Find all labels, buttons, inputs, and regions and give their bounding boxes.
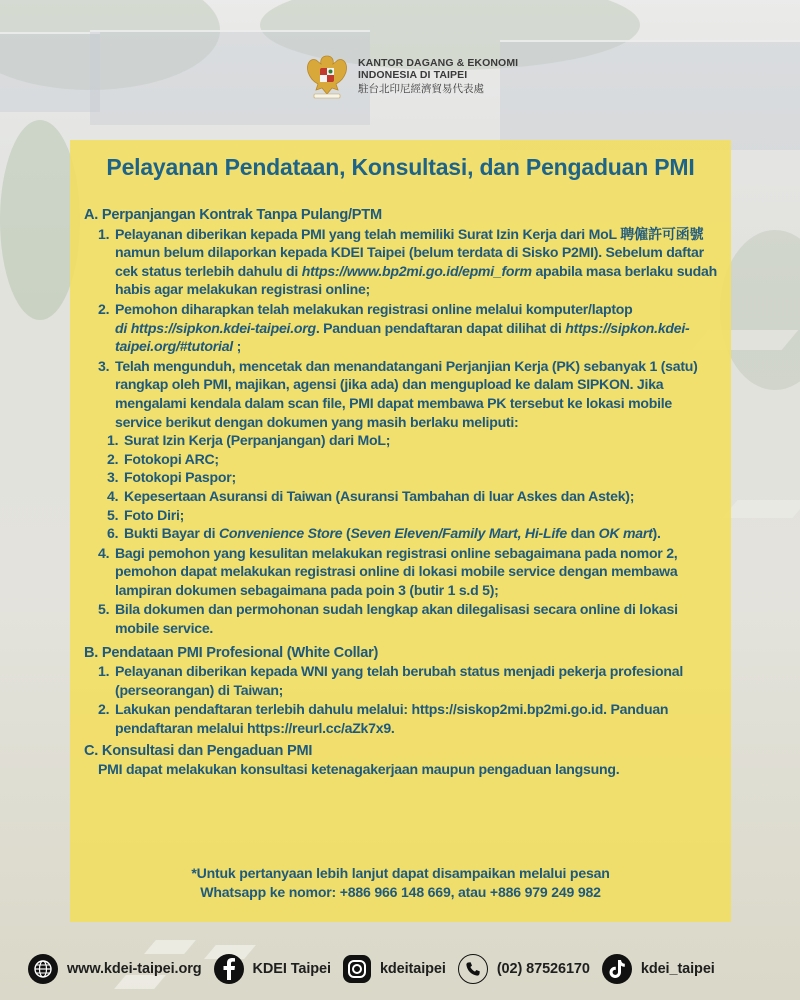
epmi-form-link[interactable]: https://www.bp2mi.go.id/epmi_form [301, 262, 532, 279]
tiktok-icon [602, 954, 632, 984]
phone-contact[interactable] [458, 954, 590, 984]
section-a [84, 206, 721, 638]
info-panel [70, 140, 731, 922]
list-item: 4. Bagi pemohon yang kesulitan melakukan registrasi online sebagaimana pada nomor 2, pemohon dapat melakukan registrasi online di lokasi mobile service dengan membawa lampiran dokumen sebagaimana pada poin 3 (butir 1 s.d 5); [98, 544, 678, 598]
instagram-label: kdeitaipei [379, 961, 446, 977]
list-item: 2. Lakukan pendaftaran terlebih dahulu melalui: https://siskop2mi.bp2mi.go.id. Panduan pendaftaran melalui https://reurl.cc/aZk7x9. [98, 701, 669, 737]
sub-list-item: 3. Fotokopi Paspor; [107, 469, 236, 486]
website-label: www.kdei-taipei.org [67, 961, 202, 977]
section-b [84, 644, 721, 738]
tiktok-contact[interactable] [602, 954, 715, 984]
garuda-emblem-icon [304, 50, 350, 102]
org-name-chinese: 駐台北印尼經濟貿易代表處 [358, 82, 484, 95]
sipkon-link[interactable]: di https://sipkon.kdei-taipei.org [115, 319, 316, 336]
header-logo [304, 48, 518, 104]
whatsapp-note: *Untuk pertanyaan lebih lanjut dapat disampaikan melalui pesan Whatsapp ke nomor: +886 966 148 669, atau +886 979 249 982 [191, 865, 610, 900]
instagram-icon [343, 955, 371, 983]
section-a-heading: A. Perpanjangan Kontrak Tanpa Pulang/PTM [84, 207, 382, 223]
list-item: 1. Pelayanan diberikan kepada PMI yang telah memiliki Surat Izin Kerja dari MoL 聘僱許可函號 namun belum dilaporkan kepada KDEI Taipei (belum terdata di Sisko P2MI). Sebelum daftar cek status terlebih dahulu di https://www.bp2mi.go.id/epmi_form apabila masa berlaku sudah habis agar melakukan registrasi online; [98, 225, 717, 298]
facebook-contact[interactable] [214, 954, 331, 984]
tiktok-label: kdei_taipei [640, 961, 715, 977]
section-c-heading: C. Konsultasi dan Pengaduan PMI [84, 742, 313, 759]
section-b-heading: B. Pendataan PMI Profesional (White Collar) [84, 644, 379, 661]
globe-icon [28, 954, 58, 984]
contact-footer [28, 953, 800, 985]
document-list [107, 431, 721, 543]
phone-label: (02) 87526170 [496, 961, 590, 977]
website-contact[interactable] [28, 954, 202, 984]
list-item: 2. Pemohon diharapkan telah melakukan registrasi online melalui komputer/laptop di https://sipkon.kdei-taipei.org. Panduan pendaftaran dapat dilihat di https://sipkon.kdei-taipei.org/#tutorial ; [98, 300, 690, 355]
section-c [84, 742, 721, 779]
sub-list-item: 5. Foto Diri; [107, 506, 185, 523]
facebook-icon [214, 954, 244, 984]
sub-list-item: 6. Bukti Bayar di Convenience Store (Seven Eleven/Family Mart, Hi-Life dan OK mart). [107, 525, 661, 542]
list-item: 3. Telah mengunduh, mencetak dan menandatangani Perjanjian Kerja (PK) sebanyak 1 (satu) rangkap oleh PMI, majikan, agensi (jika ada) dan mengupload ke dalam SIPKON. Jika mengalami kendala dalam scan file, PMI dapat membawa PK tersebut ke lokasi mobile service berikut dengan dokumen yang masih berlaku meliputi: 1. Surat Izin Kerja (Perpanjangan) dari MoL; 2. Fotokopi ARC; 3. Fotokopi Paspor; 4. Kepesertaan Asuransi di Taiwan (Asuransi Tambahan di luar Askes dan Astek); 5. Foto Diri; 6. Bukti Bayar di Convenience Store (Seven Eleven/Family Mart, Hi-Life dan OK mart). [98, 357, 721, 543]
list-item: 1. Pelayanan diberikan kepada WNI yang telah berubah status menjadi pekerja profesional (perseorangan) di Taiwan; [98, 663, 683, 698]
sub-list-item: 2. Fotokopi ARC; [107, 450, 219, 467]
section-c-body: PMI dapat melakukan konsultasi ketenagakerjaan maupun pengaduan langsung. [98, 761, 620, 778]
facebook-label: KDEI Taipei [252, 961, 331, 977]
phone-icon [458, 954, 488, 984]
panel-title: Pelayanan Pendataan, Konsultasi, dan Pengaduan PMI [106, 154, 695, 180]
org-name-line2: INDONESIA DI TAIPEI [358, 69, 468, 82]
sub-list-item: 1. Surat Izin Kerja (Perpanjangan) dari MoL; [107, 432, 391, 449]
org-name-line1: KANTOR DAGANG & EKONOMI [358, 56, 519, 69]
panel-content [84, 206, 721, 779]
instagram-contact[interactable] [343, 955, 446, 983]
list-item: 5. Bila dokumen dan permohonan sudah lengkap akan dilegalisasi secara online di lokasi mobile service. [98, 601, 678, 637]
sipkon-tutorial-link[interactable]: https://sipkon.kdei-taipei.org/#tutorial [115, 319, 690, 355]
sub-list-item: 4. Kepesertaan Asuransi di Taiwan (Asuransi Tambahan di luar Askes dan Astek); [107, 487, 635, 504]
